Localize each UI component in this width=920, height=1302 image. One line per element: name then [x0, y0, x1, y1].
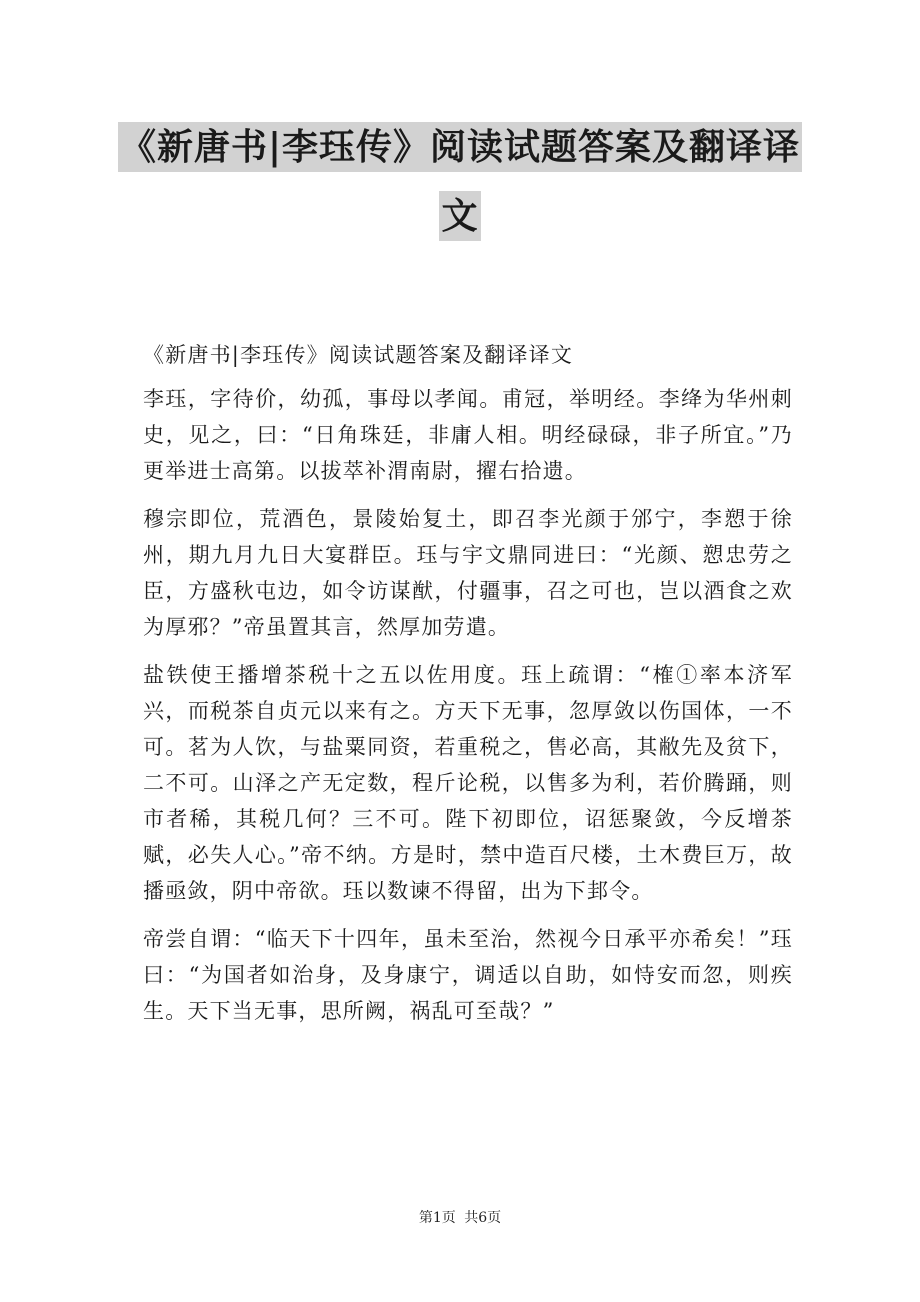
page-number: 第1页: [418, 1210, 456, 1226]
page-total: 共6页: [464, 1210, 502, 1226]
title-line-1: 《新唐书|李珏传》阅读试题答案及翻译译: [118, 122, 802, 172]
body-paragraph: 帝尝自谓：“临天下十四年，虽未至治，然视今日承平亦希矣！”珏曰：“为国者如治身，及身康宁，调适以自助，如恃安而忽，则疾生。天下当无事，思所阙，祸乱可至哉？”: [143, 927, 793, 1023]
body-paragraph: 李珏，字待价，幼孤，事母以孝闻。甫冠，举明经。李绛为华州刺史，见之，曰：“日角珠廷，非庸人相。明经碌碌，非子所宜。”乃更举进士高第。以拔萃补渭南尉，擢右拾遗。: [143, 387, 793, 483]
document-title: [0, 122, 920, 241]
page-footer: [0, 1207, 920, 1227]
body-paragraph: 盐铁使王播增茶税十之五以佐用度。珏上疏谓：“榷①率本济军兴，而税茶自贞元以来有之。方天下无事，忽厚敛以伤国体，一不可。茗为人饮，与盐粟同资，若重税之，售必高，其敝先及贫下，二不可。山泽之产无定数，程斤论税，以售多为利，若价腾踊，则市者稀，其税几何？三不可。陛下初即位，诏惩聚敛，今反增茶赋，必失人心。”帝不纳。方是时，禁中造百尺楼，土木费巨万，故播亟敛，阴中帝欲。珏以数谏不得留，出为下邽令。: [143, 663, 793, 903]
title-line-2: 文: [439, 191, 480, 241]
subtitle-paragraph: 《新唐书|李珏传》阅读试题答案及翻译译文: [143, 343, 574, 367]
body-paragraph: 穆宗即位，荒酒色，景陵始复土，即召李光颜于邠宁，李愬于徐州，期九月九日大宴群臣。珏与宇文鼎同进曰：“光颜、愬忠劳之臣，方盛秋屯边，如令访谋猷，付疆事，召之可也，岂以酒食之欢为厚邪？”帝虽置其言，然厚加劳遣。: [143, 507, 793, 639]
document-body: [143, 337, 793, 1041]
